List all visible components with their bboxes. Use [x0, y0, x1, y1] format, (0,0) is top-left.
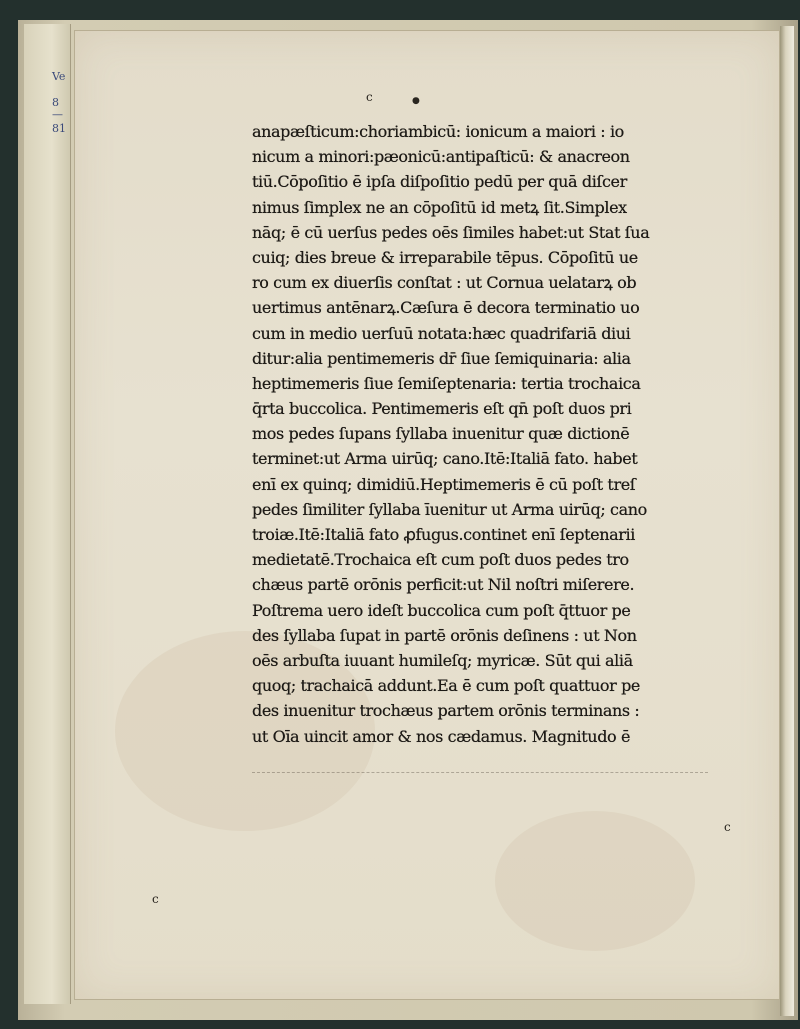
text-line: nicum a minori:pæonicū:antipaſticū: & anacreon — [252, 147, 630, 167]
text-line: enī ex quinq; dimidiū.Heptimemeris ē cū poſt treſ — [252, 474, 636, 494]
text-line: heptimemeris ſiue ſemiſeptenaria: tertia trochaica — [252, 373, 641, 393]
text-line: ditur:alia pentimemeris dr̄ ſiue ſemiquinaria: alia — [252, 348, 631, 368]
text-line: terminet:ut Arma uirūq; cano.Itē:Italiā fato. habet — [252, 449, 638, 469]
text-line: anapæſticum:choriambicū: ionicum a maiori : io — [252, 122, 624, 141]
text-line: Poſtrema uero ideſt buccolica cum poſt q̄ttuor pe — [252, 600, 631, 620]
page-mark: c — [724, 820, 731, 834]
show-through-line — [252, 772, 708, 775]
text-line: chæus partē orōnis perficit:ut Nil noſtri miſerere. — [252, 575, 635, 595]
text-line: troiæ.Itē:Italiā fato ꝓfugus.continet enī ſeptenarii — [252, 525, 635, 544]
text-line: tiū.Cōpoſitio ē ipſa diſpoſitio pedū per quā diſcer — [252, 172, 627, 192]
page-mark: ● — [412, 96, 420, 106]
text-column — [252, 119, 708, 749]
left-binding-flap — [24, 24, 71, 1004]
text-line: ro cum ex diuerſis conſtat : ut Cornua uelatarꝝ ob — [252, 273, 637, 293]
text-line: mos pedes ſupans ſyllaba inuenitur quæ dictionē — [252, 424, 630, 444]
text-line: q̄rta buccolica. Pentimemeris eſt qn̄ poſt duos pri — [252, 399, 632, 419]
text-line: nimus ſimplex ne an cōpoſitū id metꝝ ſit.Simplex — [252, 197, 627, 217]
margin-note: — — [52, 108, 63, 121]
margin-note: Ve — [52, 70, 66, 83]
page-edge — [780, 26, 794, 1016]
text-line: nāq; ē cū uerſus pedes oēs ſimiles habet:ut Stat ſua — [252, 222, 650, 242]
margin-note: 8 — [52, 96, 59, 109]
text-line: ut Oīa uincit amor & nos cædamus. Magnitudo ē — [252, 726, 631, 746]
text-line: pedes ſimiliter ſyllaba īuenitur ut Arma uirūq; cano — [252, 499, 647, 519]
text-line: quoq; trachaicā addunt.Ea ē cum poſt quattuor pe — [252, 676, 640, 696]
page-mark: c — [366, 90, 373, 104]
text-line: uertimus antēnarꝝ.Cæſura ē decora terminatio uo — [252, 298, 640, 318]
text-line: cuiq; dies breue & irreparabile tēpus. Cōpoſitū ue — [252, 247, 638, 267]
text-line: des inuenitur trochæus partem orōnis terminans : — [252, 701, 640, 721]
margin-note: 81 — [52, 122, 66, 135]
page-mark: c — [152, 892, 159, 906]
text-line: medietatē.Trochaica eſt cum poſt duos pedes tro — [252, 550, 629, 570]
text-line: cum in medio uerſuū notata:hæc quadrifariā diui — [252, 323, 631, 343]
text-line: oēs arbuſta iuuant humileſq; myricæ. Sūt qui aliā — [252, 650, 633, 670]
text-line: des ſyllaba ſupat in partē orōnis deſinens : ut Non — [252, 625, 637, 645]
